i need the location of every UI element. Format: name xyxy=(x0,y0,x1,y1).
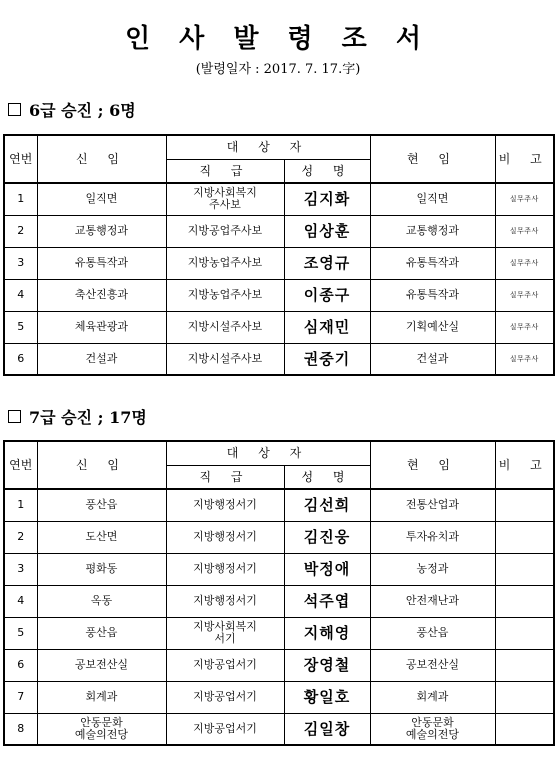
cell-no: 5 xyxy=(4,311,37,343)
header-remarks: 비 고 xyxy=(495,135,554,183)
cell-remarks: 실무주사 xyxy=(495,343,554,375)
cell-name: 장영철 xyxy=(284,649,370,681)
cell-name: 심재민 xyxy=(284,311,370,343)
cell-current-post: 유통특작과 xyxy=(370,247,495,279)
table-row xyxy=(4,521,554,553)
cell-current-post: 안동문화 예술의전당 xyxy=(370,713,495,745)
cell-current-post: 건설과 xyxy=(370,343,495,375)
cell-new-post: 교통행정과 xyxy=(37,215,166,247)
table-row xyxy=(4,311,554,343)
checkbox-icon xyxy=(8,410,21,423)
cell-new-post: 유통특작과 xyxy=(37,247,166,279)
cell-new-post: 옥동 xyxy=(37,585,166,617)
cell-remarks: 실무주사 xyxy=(495,311,554,343)
section-heading-grade7 xyxy=(8,405,147,428)
table-row xyxy=(4,247,554,279)
header-new-post: 신 임 xyxy=(37,135,166,183)
header-grade: 직 급 xyxy=(166,465,284,489)
table-row xyxy=(4,649,554,681)
cell-name: 김선희 xyxy=(284,489,370,521)
document-title: 인 사 발 령 조 서 xyxy=(125,24,431,54)
header-current-post: 현 임 xyxy=(370,441,495,489)
cell-current-post: 기획예산실 xyxy=(370,311,495,343)
cell-grade: 지방공업서기 xyxy=(166,649,284,681)
cell-name: 황일호 xyxy=(284,681,370,713)
cell-name: 지해영 xyxy=(284,617,370,649)
cell-grade: 지방농업주사보 xyxy=(166,279,284,311)
cell-current-post: 전통산업과 xyxy=(370,489,495,521)
header-current-post: 현 임 xyxy=(370,135,495,183)
header-target: 대 상 자 xyxy=(166,441,370,465)
cell-grade: 지방공업서기 xyxy=(166,681,284,713)
cell-remarks xyxy=(495,553,554,585)
cell-new-post: 건설과 xyxy=(37,343,166,375)
cell-current-post: 공보전산실 xyxy=(370,649,495,681)
cell-new-post: 공보전산실 xyxy=(37,649,166,681)
header-target: 대 상 자 xyxy=(166,135,370,159)
cell-no: 2 xyxy=(4,215,37,247)
table-row xyxy=(4,681,554,713)
cell-grade: 지방시설주사보 xyxy=(166,311,284,343)
cell-remarks xyxy=(495,681,554,713)
section-heading-grade6 xyxy=(8,98,136,121)
cell-new-post: 도산면 xyxy=(37,521,166,553)
cell-new-post: 안동문화 예술의전당 xyxy=(37,713,166,745)
cell-remarks: 실무주사 xyxy=(495,183,554,215)
cell-remarks xyxy=(495,521,554,553)
cell-grade: 지방행정서기 xyxy=(166,521,284,553)
table-row xyxy=(4,343,554,375)
cell-remarks xyxy=(495,617,554,649)
cell-current-post: 교통행정과 xyxy=(370,215,495,247)
header-no: 연번 xyxy=(4,135,37,183)
cell-no: 1 xyxy=(4,183,37,215)
cell-grade: 지방농업주사보 xyxy=(166,247,284,279)
cell-new-post: 풍산읍 xyxy=(37,489,166,521)
table-row xyxy=(4,553,554,585)
cell-no: 7 xyxy=(4,681,37,713)
cell-new-post: 일직면 xyxy=(37,183,166,215)
cell-name: 석주엽 xyxy=(284,585,370,617)
cell-grade: 지방공업주사보 xyxy=(166,215,284,247)
promotion-table-grade6 xyxy=(3,134,555,376)
header-name: 성 명 xyxy=(284,465,370,489)
cell-name: 임상훈 xyxy=(284,215,370,247)
promotion-table-grade7 xyxy=(3,440,555,746)
cell-name: 조영규 xyxy=(284,247,370,279)
table-row xyxy=(4,279,554,311)
cell-name: 박정애 xyxy=(284,553,370,585)
cell-remarks: 실무주사 xyxy=(495,279,554,311)
cell-grade: 지방공업서기 xyxy=(166,713,284,745)
cell-remarks xyxy=(495,489,554,521)
header-new-post: 신 임 xyxy=(37,441,166,489)
header-no: 연번 xyxy=(4,441,37,489)
cell-grade: 지방사회복지 서기 xyxy=(166,617,284,649)
cell-new-post: 축산진흥과 xyxy=(37,279,166,311)
cell-remarks: 실무주사 xyxy=(495,215,554,247)
cell-remarks xyxy=(495,713,554,745)
cell-no: 5 xyxy=(4,617,37,649)
cell-no: 6 xyxy=(4,649,37,681)
cell-no: 6 xyxy=(4,343,37,375)
cell-no: 4 xyxy=(4,279,37,311)
table-body xyxy=(4,183,554,375)
table-body xyxy=(4,489,554,745)
section-title: 6급 승진 ; 6명 xyxy=(29,101,136,120)
cell-name: 김일창 xyxy=(284,713,370,745)
cell-no: 3 xyxy=(4,247,37,279)
cell-new-post: 체육관광과 xyxy=(37,311,166,343)
cell-current-post: 풍산읍 xyxy=(370,617,495,649)
cell-no: 2 xyxy=(4,521,37,553)
cell-current-post: 투자유치과 xyxy=(370,521,495,553)
table-row xyxy=(4,215,554,247)
cell-grade: 지방행정서기 xyxy=(166,585,284,617)
cell-current-post: 농정과 xyxy=(370,553,495,585)
section-title: 7급 승진 ; 17명 xyxy=(29,408,147,427)
cell-grade: 지방행정서기 xyxy=(166,489,284,521)
cell-current-post: 안전재난과 xyxy=(370,585,495,617)
cell-no: 4 xyxy=(4,585,37,617)
checkbox-icon xyxy=(8,103,21,116)
cell-remarks: 실무주사 xyxy=(495,247,554,279)
cell-current-post: 유통특작과 xyxy=(370,279,495,311)
table-row xyxy=(4,183,554,215)
header-name: 성 명 xyxy=(284,159,370,183)
cell-no: 3 xyxy=(4,553,37,585)
table-row xyxy=(4,617,554,649)
cell-grade: 지방사회복지 주사보 xyxy=(166,183,284,215)
header-grade: 직 급 xyxy=(166,159,284,183)
cell-grade: 지방행정서기 xyxy=(166,553,284,585)
cell-grade: 지방시설주사보 xyxy=(166,343,284,375)
table-row xyxy=(4,489,554,521)
cell-name: 이종구 xyxy=(284,279,370,311)
header-remarks: 비 고 xyxy=(495,441,554,489)
table-row xyxy=(4,713,554,745)
cell-new-post: 회계과 xyxy=(37,681,166,713)
appointment-date: (발령일자 : 2017. 7. 17.字) xyxy=(195,62,361,77)
cell-current-post: 일직면 xyxy=(370,183,495,215)
cell-new-post: 평화동 xyxy=(37,553,166,585)
cell-name: 김진웅 xyxy=(284,521,370,553)
table-row xyxy=(4,585,554,617)
cell-no: 1 xyxy=(4,489,37,521)
cell-remarks xyxy=(495,585,554,617)
cell-remarks xyxy=(495,649,554,681)
cell-no: 8 xyxy=(4,713,37,745)
cell-current-post: 회계과 xyxy=(370,681,495,713)
cell-name: 김지화 xyxy=(284,183,370,215)
cell-new-post: 풍산읍 xyxy=(37,617,166,649)
cell-name: 권중기 xyxy=(284,343,370,375)
